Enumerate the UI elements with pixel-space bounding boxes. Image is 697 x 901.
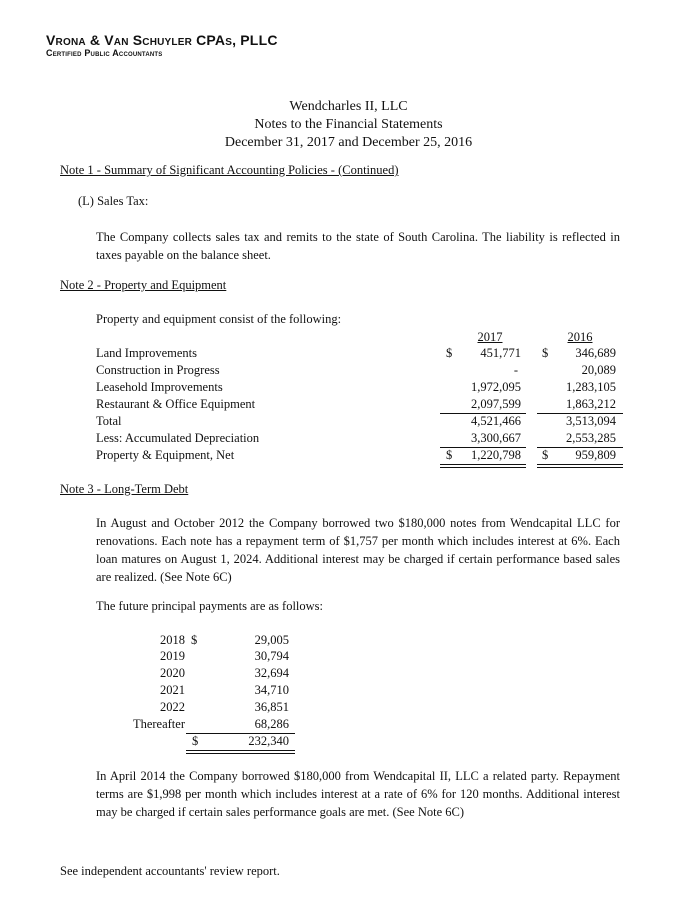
firm-name: Vrona & Van Schuyler CPAs, PLLC xyxy=(46,32,278,48)
table-row-label: Less: Accumulated Depreciation xyxy=(96,431,260,445)
double-rule xyxy=(537,467,623,468)
note3-paragraph-2: In April 2014 the Company borrowed $180,000 from Wendcapital II, LLC a related party. Repayment terms are $1,998 per month which includes interest at a rate of 6% for 120 months. Additional interest may be charged if certain sales performance goals are met. (See Note 6C) xyxy=(96,769,620,819)
table-row-label: Property & Equipment, Net xyxy=(96,448,235,462)
payment-year: 2018 xyxy=(160,633,185,647)
footer-text: See independent accountants' review report. xyxy=(60,864,280,878)
payment-amount: 30,794 xyxy=(254,649,289,663)
table-cell-2016: 3,513,094 xyxy=(566,414,616,428)
double-rule xyxy=(440,467,526,468)
table-cell-2017: 3,300,667 xyxy=(471,431,521,445)
double-rule xyxy=(186,753,295,754)
table-cell-2017: 451,771 xyxy=(480,346,521,360)
note3-paragraph-1: In August and October 2012 the Company borrowed two $180,000 notes from Wendcapital LLC for renovations. Each note has a repayment term of $1,757 per month which includes interest at 6%. Each loan matures on August 1, 2024. Additional interest may be charged if certain performance based sales are realized. (See Note 6C) xyxy=(96,516,620,584)
double-rule xyxy=(186,750,295,751)
payment-year: 2019 xyxy=(160,649,185,663)
payment-amount: 29,005 xyxy=(254,633,289,647)
currency-symbol: $ xyxy=(542,448,549,462)
double-rule xyxy=(537,464,623,465)
col-header-2016: 2016 xyxy=(567,330,593,344)
payment-year: 2020 xyxy=(160,666,185,680)
payment-year: 2021 xyxy=(160,683,185,697)
note1-subheading: (L) Sales Tax: xyxy=(78,194,149,208)
payment-amount: 34,710 xyxy=(254,683,289,697)
note2-intro: Property and equipment consist of the following: xyxy=(96,312,342,326)
company-name: Wendcharles II, LLC xyxy=(289,99,408,114)
table-row-label: Land Improvements xyxy=(96,346,198,360)
table-cell-2016: 959,809 xyxy=(575,448,616,462)
payment-year: 2022 xyxy=(160,700,185,714)
payment-amount: 32,694 xyxy=(254,666,289,680)
payments-total: 232,340 xyxy=(248,734,289,748)
table-cell-2017: 2,097,599 xyxy=(471,397,521,411)
currency-symbol: $ xyxy=(542,346,549,360)
note1-text: The Company collects sales tax and remits to the state of South Carolina. The liability is reflected in taxes payable on the balance sheet. xyxy=(96,230,620,262)
table-cell-2017: 1,972,095 xyxy=(471,380,521,394)
table-cell-2017: - xyxy=(513,363,518,377)
col-header-2017: 2017 xyxy=(477,330,503,344)
payment-amount: 36,851 xyxy=(254,700,289,714)
table-row-label: Restaurant & Office Equipment xyxy=(96,397,256,411)
currency-symbol: $ xyxy=(446,346,453,360)
table-cell-2017: 4,521,466 xyxy=(471,414,521,428)
table-cell-2016: 1,863,212 xyxy=(566,397,616,411)
double-rule xyxy=(440,464,526,465)
currency-symbol: $ xyxy=(192,734,199,748)
table-cell-2016: 346,689 xyxy=(575,346,616,360)
statement-title: Notes to the Financial Statements xyxy=(254,117,443,132)
currency-symbol: $ xyxy=(191,633,198,647)
payment-year: Thereafter xyxy=(132,717,185,731)
table-row-label: Total xyxy=(96,414,122,428)
table-row-label: Leasehold Improvements xyxy=(96,380,223,394)
note3-heading: Note 3 - Long-Term Debt xyxy=(60,482,189,496)
payments-intro: The future principal payments are as follows: xyxy=(96,599,324,613)
note1-heading: Note 1 - Summary of Significant Accounting Policies - (Continued) xyxy=(60,163,399,177)
table-cell-2016: 2,553,285 xyxy=(566,431,616,445)
firm-subtitle: Certified Public Accountants xyxy=(46,48,163,58)
table-cell-2017: 1,220,798 xyxy=(471,448,521,462)
table-cell-2016: 1,283,105 xyxy=(566,380,616,394)
payment-amount: 68,286 xyxy=(254,717,289,731)
currency-symbol: $ xyxy=(446,448,453,462)
table-cell-2016: 20,089 xyxy=(581,363,616,377)
statement-dates: December 31, 2017 and December 25, 2016 xyxy=(224,135,473,150)
table-row-label: Construction in Progress xyxy=(96,363,220,377)
note2-heading: Note 2 - Property and Equipment xyxy=(60,278,227,292)
